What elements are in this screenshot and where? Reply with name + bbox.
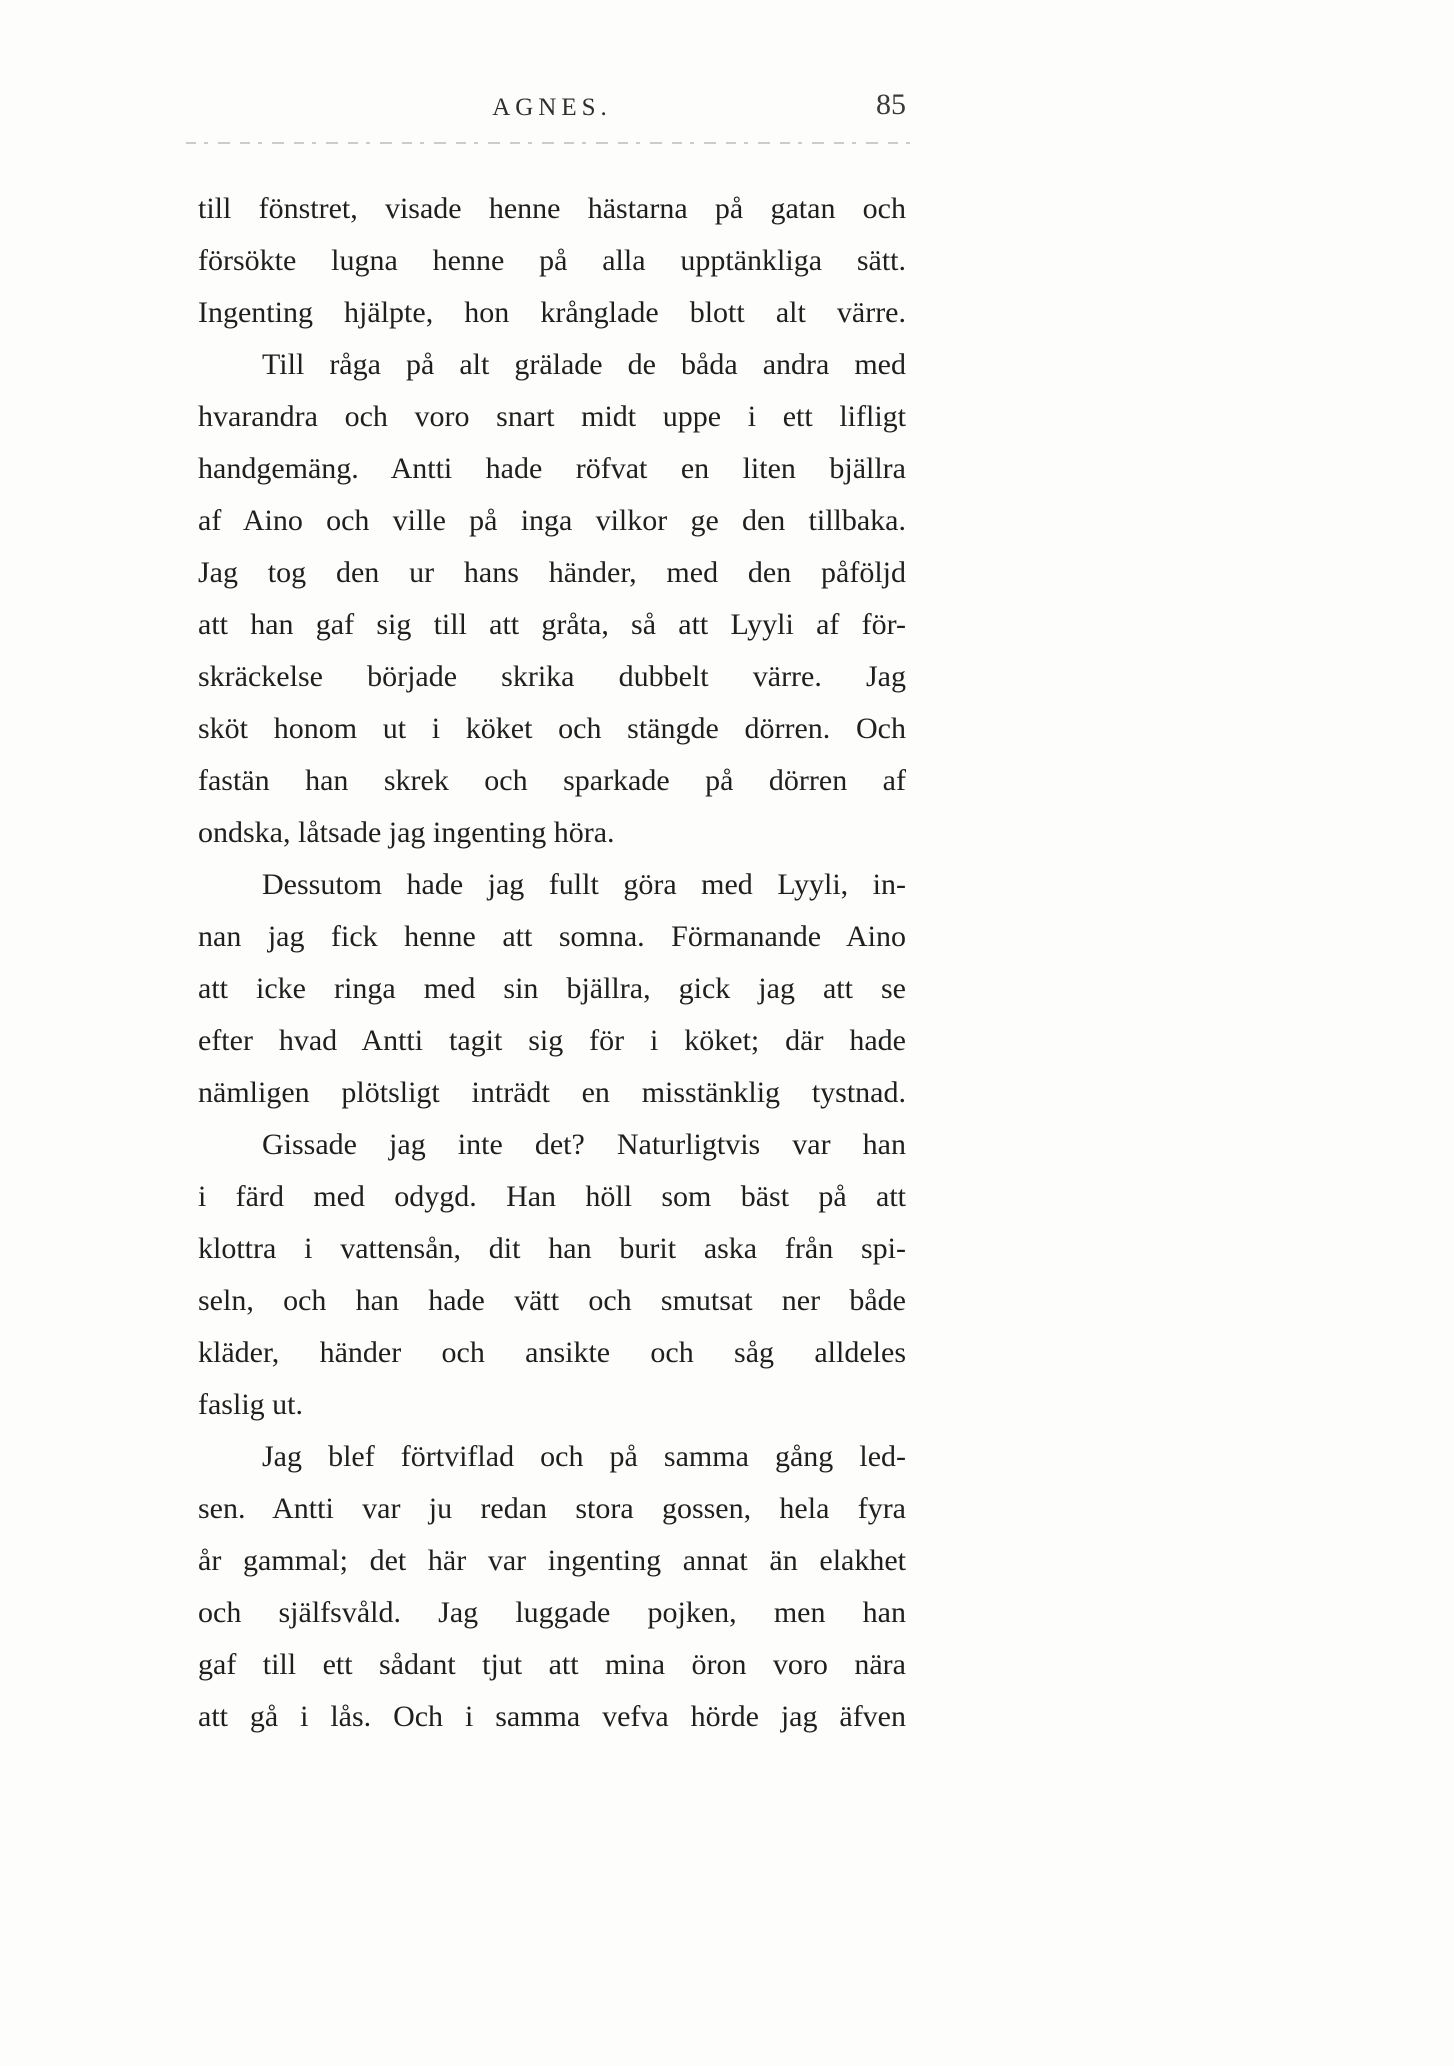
text-line: att icke ringa med sin bjällra, gick jag att se bbox=[198, 972, 906, 1005]
text-line: af Aino och ville på inga vilkor ge den tillbaka. bbox=[198, 504, 906, 537]
text-line: till fönstret, visade henne hästarna på gatan och bbox=[198, 192, 906, 225]
text-line: efter hvad Antti tagit sig för i köket; där hade bbox=[198, 1024, 906, 1057]
header-rule bbox=[186, 142, 910, 144]
paragraph bbox=[198, 339, 906, 859]
text-line: hvarandra och voro snart midt uppe i ett lifligt bbox=[198, 400, 906, 433]
text-line: Till råga på alt grälade de båda andra med bbox=[262, 348, 906, 381]
text-line: nämligen plötsligt inträdt en misstänklig tystnad. bbox=[198, 1076, 906, 1109]
text-line: att han gaf sig till att gråta, så att Lyyli af för- bbox=[198, 608, 906, 641]
text-line: att gå i lås. Och i samma vefva hörde jag äfven bbox=[198, 1700, 906, 1733]
text-line: försökte lugna henne på alla upptänkliga sätt. bbox=[198, 244, 906, 277]
text-line: Ingenting hjälpte, hon krånglade blott alt värre. bbox=[198, 296, 906, 329]
text-line: seln, och han hade vätt och smutsat ner både bbox=[198, 1284, 906, 1317]
running-title: AGNES. bbox=[492, 94, 612, 121]
text-line: faslig ut. bbox=[198, 1388, 303, 1421]
text-line: fastän han skrek och sparkade på dörren af bbox=[198, 764, 906, 797]
text-line: sen. Antti var ju redan stora gossen, hela fyra bbox=[198, 1492, 906, 1525]
text-line: nan jag fick henne att somna. Förmanande Aino bbox=[198, 920, 906, 953]
text-line: år gammal; det här var ingenting annat än elakhet bbox=[198, 1544, 906, 1577]
text-line: och själfsvåld. Jag luggade pojken, men han bbox=[198, 1596, 906, 1629]
page-number: 85 bbox=[876, 88, 906, 121]
text-line: Jag tog den ur hans händer, med den påföljd bbox=[198, 556, 906, 589]
text-line: kläder, händer och ansikte och såg alldeles bbox=[198, 1336, 906, 1369]
text-line: klottra i vattensån, dit han burit aska från spi- bbox=[198, 1232, 906, 1265]
paragraph bbox=[198, 1119, 906, 1431]
text-line: ondska, låtsade jag ingenting höra. bbox=[198, 816, 615, 849]
text-line: i färd med odygd. Han höll som bäst på att bbox=[198, 1180, 906, 1213]
text-line: sköt honom ut i köket och stängde dörren. Och bbox=[198, 712, 906, 745]
paragraph bbox=[198, 1431, 906, 1743]
text-line: Gissade jag inte det? Naturligtvis var han bbox=[262, 1128, 906, 1161]
paragraph bbox=[198, 859, 906, 1119]
text-line: handgemäng. Antti hade röfvat en liten bjällra bbox=[198, 452, 906, 485]
text-line: skräckelse började skrika dubbelt värre. Jag bbox=[198, 660, 906, 693]
text-line: gaf till ett sådant tjut att mina öron voro nära bbox=[198, 1648, 906, 1681]
text-line: Jag blef förtviflad och på samma gång led- bbox=[262, 1440, 906, 1473]
page-header bbox=[198, 88, 906, 132]
paragraph bbox=[198, 183, 906, 339]
text-block bbox=[198, 183, 906, 1743]
text-line: Dessutom hade jag fullt göra med Lyyli, in- bbox=[262, 868, 906, 901]
